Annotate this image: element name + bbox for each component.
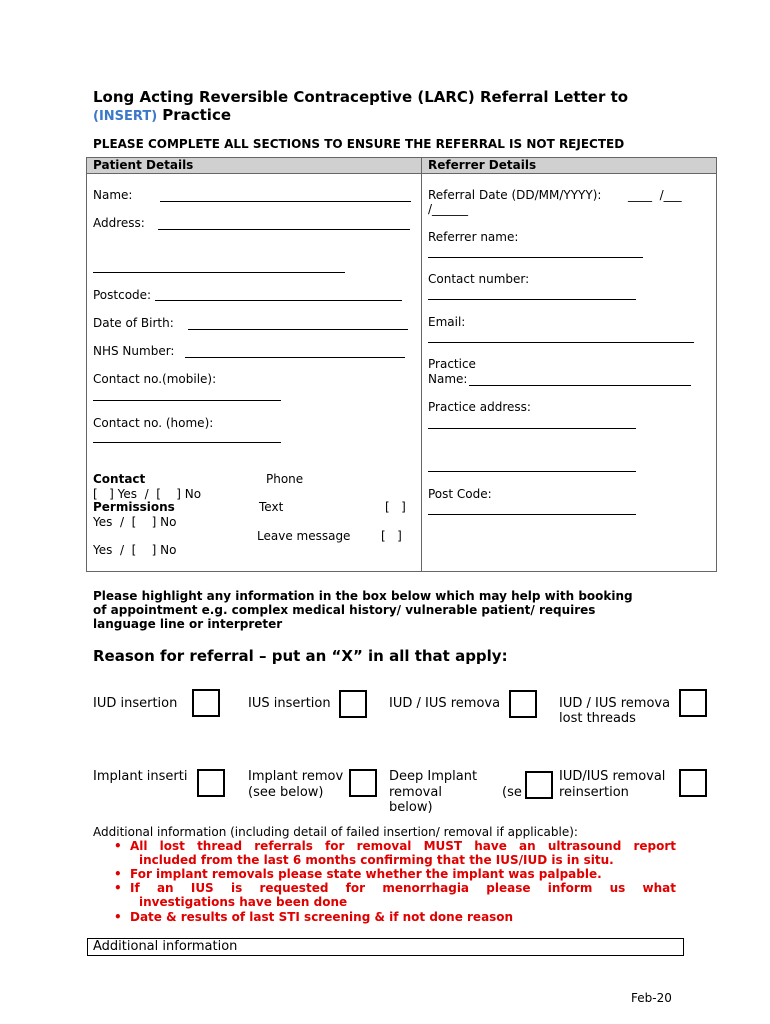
bullet-4-line-1: Date & results of last STI screening & if not done reason — [130, 910, 514, 924]
post-code-label: Post Code: — [428, 487, 492, 501]
post-code-field[interactable] — [428, 514, 636, 515]
iud-insertion-checkbox[interactable] — [192, 689, 220, 717]
mobile-label: Contact no.(mobile): — [93, 372, 217, 386]
text-label: Text — [259, 500, 284, 514]
additional-intro: Additional information (including detail of failed insertion/ removal if applicable): — [93, 825, 578, 839]
deep-implant-checkbox[interactable] — [525, 771, 553, 799]
bullet-3-line-2: investigations have been done — [139, 895, 348, 909]
bullet-3-dot: • — [114, 881, 122, 895]
lost-threads-checkbox[interactable] — [679, 689, 707, 717]
contact-number-field[interactable] — [428, 299, 636, 300]
bullet-1-line-1: All lost thread referrals for removal MUST have an ultrasound report — [130, 839, 676, 853]
practice-address-field-2[interactable] — [428, 471, 636, 472]
home-label: Contact no. (home): — [93, 416, 214, 430]
bullet-2-dot: • — [114, 867, 122, 881]
referral-date-label: Referral Date (DD/MM/YYYY): — [428, 188, 602, 202]
email-field[interactable] — [428, 342, 694, 343]
referral-date-field-2[interactable]: /______ — [428, 202, 469, 216]
reinsertion-checkbox[interactable] — [679, 769, 707, 797]
referrer-name-label: Referrer name: — [428, 230, 519, 244]
bullet-3-line-1: If an IUS is requested for menorrhagia please inform us what — [130, 881, 676, 895]
implant-removal-label-2: (see below) — [248, 785, 324, 800]
permissions-label-2: Permissions — [93, 500, 175, 514]
perm-text-choice[interactable]: Yes / [ ] No — [93, 515, 177, 529]
referral-date-field[interactable]: ____ /___ — [628, 188, 682, 202]
implant-removal-label: Implant remov — [248, 769, 344, 784]
permissions-label-1: Contact — [93, 472, 146, 486]
phone-label: Phone — [266, 472, 304, 486]
text-checkbox[interactable]: [ ] — [385, 500, 406, 514]
additional-info-label: Additional information — [93, 939, 238, 954]
lost-threads-label: IUD / IUS remova — [559, 696, 671, 711]
name-label: Name: — [93, 188, 133, 202]
implant-insertion-label: Implant inserti — [93, 769, 188, 784]
nhs-label: NHS Number: — [93, 344, 175, 358]
lost-threads-label-2: lost threads — [559, 711, 636, 726]
implant-insertion-checkbox[interactable] — [197, 769, 225, 797]
home-field[interactable] — [93, 442, 281, 443]
deep-implant-label-2: removal — [389, 785, 442, 800]
patient-details-header: Patient Details — [87, 158, 421, 173]
practice-word: Practice — [162, 106, 232, 124]
postcode-field[interactable] — [155, 300, 402, 301]
ius-insertion-checkbox[interactable] — [339, 690, 367, 718]
iud-insertion-label: IUD insertion — [93, 696, 178, 711]
perm-phone-choice[interactable]: [ ] Yes / [ ] No — [93, 487, 202, 501]
implant-removal-checkbox[interactable] — [349, 769, 377, 797]
name-field[interactable] — [160, 201, 411, 202]
reinsertion-label: IUD/IUS removal — [559, 769, 666, 784]
dob-label: Date of Birth: — [93, 316, 174, 330]
additional-info-box[interactable] — [87, 938, 684, 956]
perm-leave-choice[interactable]: Yes / [ ] No — [93, 543, 177, 557]
practice-name-field[interactable] — [469, 385, 691, 386]
referrer-details-header: Referrer Details — [422, 158, 716, 173]
title-line-2 — [93, 105, 231, 124]
reason-heading: Reason for referral – put an “X” in all that apply: — [93, 647, 508, 665]
ius-insertion-label: IUS insertion — [248, 696, 331, 711]
practice-address-field[interactable] — [428, 428, 636, 429]
reinsertion-label-2: reinsertion — [559, 785, 629, 800]
address-field[interactable] — [158, 229, 410, 230]
deep-implant-label-see: (se — [502, 785, 522, 800]
bullet-1-line-2: included from the last 6 months confirming that the IUS/IUD is in situ. — [139, 853, 614, 867]
header-rule — [87, 173, 716, 174]
email-label: Email: — [428, 315, 466, 329]
mobile-field[interactable] — [93, 400, 281, 401]
insert-placeholder: (INSERT) — [93, 109, 158, 124]
form-title: Long Acting Reversible Contraceptive (LARC) Referral Letter to — [93, 88, 629, 106]
iud-ius-removal-label: IUD / IUS remova — [389, 696, 501, 711]
instruction: PLEASE COMPLETE ALL SECTIONS TO ENSURE THE REFERRAL IS NOT REJECTED — [93, 137, 625, 151]
deep-implant-label-3: below) — [389, 800, 433, 815]
table-divider — [421, 157, 422, 572]
leave-message-label: Leave message — [257, 529, 351, 543]
contact-number-label: Contact number: — [428, 272, 530, 286]
footer-date: Feb-20 — [631, 991, 672, 1005]
referrer-name-field[interactable] — [428, 257, 643, 258]
nhs-field[interactable] — [185, 357, 405, 358]
dob-field[interactable] — [188, 329, 408, 330]
bullet-4-dot: • — [114, 910, 122, 924]
address-label: Address: — [93, 216, 145, 230]
practice-label-1: Practice — [428, 357, 476, 371]
practice-label-2: Name: — [428, 372, 468, 386]
bullet-1-dot: • — [114, 839, 122, 853]
postcode-label: Postcode: — [93, 288, 152, 302]
highlight-note-3: language line or interpreter — [93, 617, 283, 631]
address-field-2[interactable] — [93, 272, 345, 273]
leave-message-checkbox[interactable]: [ ] — [381, 529, 402, 543]
iud-ius-removal-checkbox[interactable] — [509, 690, 537, 718]
practice-address-label: Practice address: — [428, 400, 531, 414]
highlight-note-2: of appointment e.g. complex medical history/ vulnerable patient/ requires — [93, 603, 596, 617]
bullet-2-line-1: For implant removals please state whether the implant was palpable. — [130, 867, 602, 881]
deep-implant-label: Deep Implant — [389, 769, 478, 784]
highlight-note-1: Please highlight any information in the box below which may help with booking — [93, 589, 633, 603]
